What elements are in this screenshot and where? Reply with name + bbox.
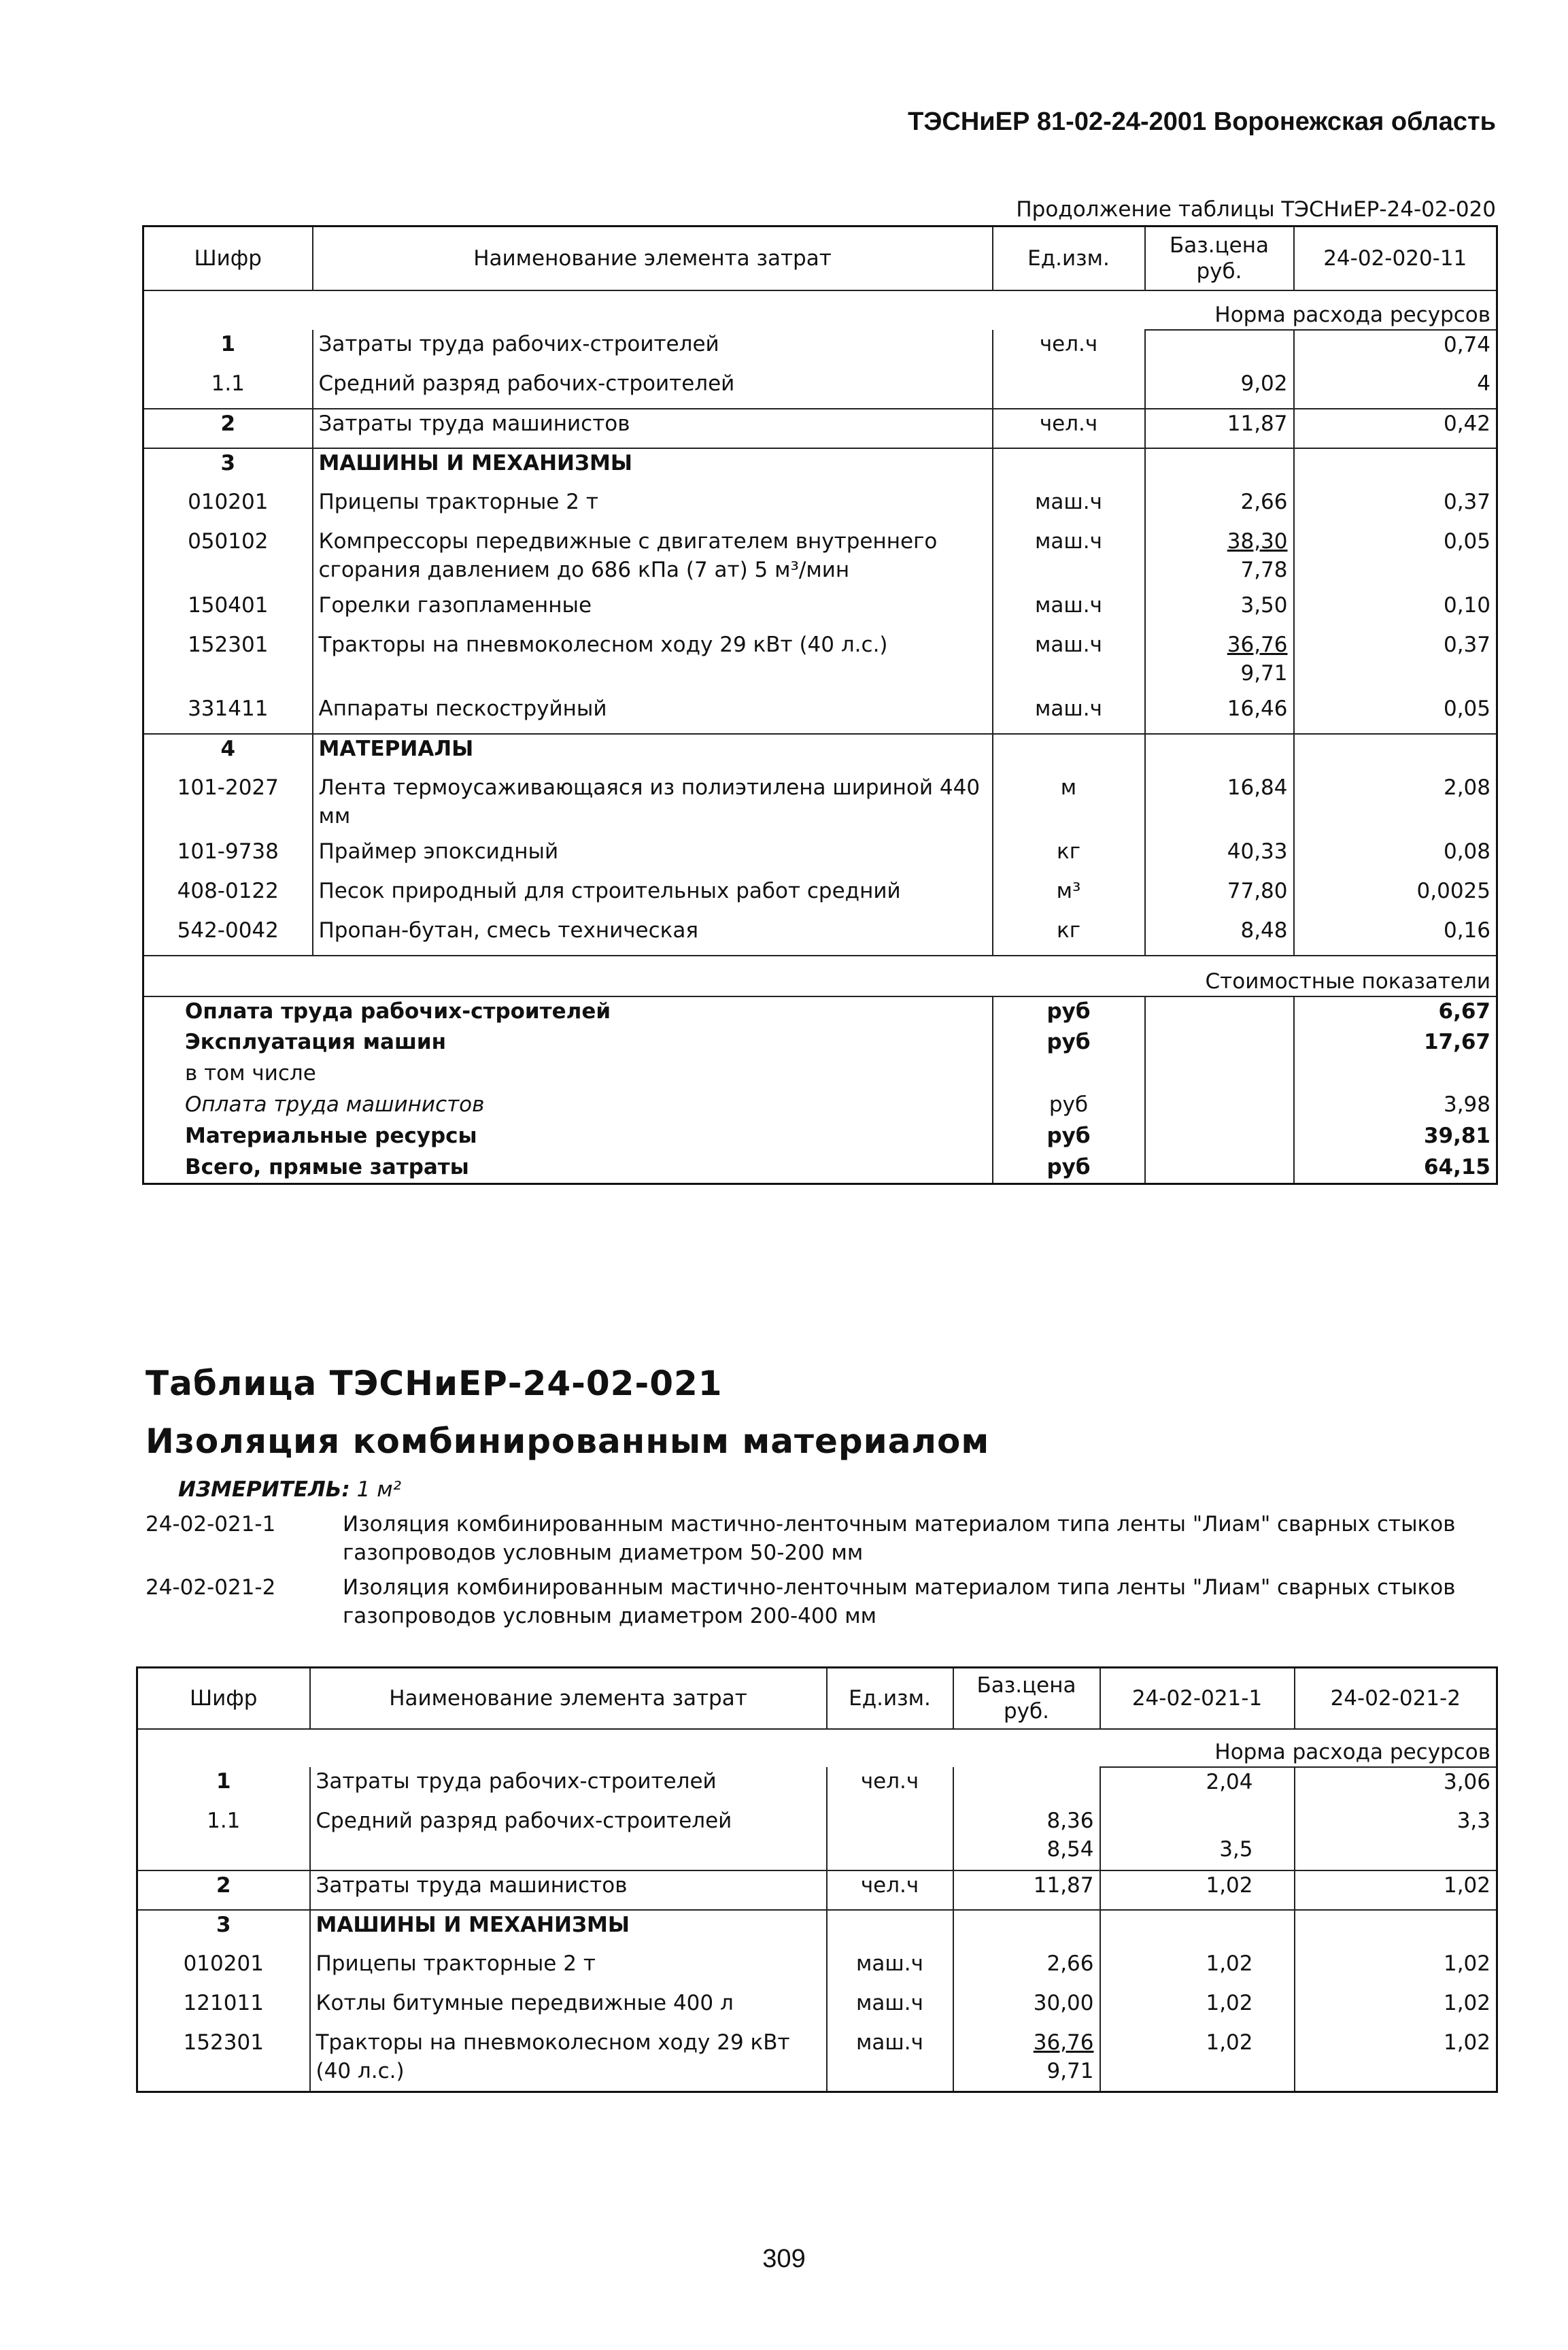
row-unit: маш.ч xyxy=(827,1949,953,1989)
row-unit: маш.ч xyxy=(993,527,1145,591)
row-value-1 xyxy=(1100,2028,1295,2092)
table2-body xyxy=(137,1767,1497,2092)
value-1b: 3,5 xyxy=(1219,1836,1253,1862)
row-name: Прицепы тракторные 2 т xyxy=(310,1949,827,1989)
row-code: 010201 xyxy=(143,488,313,527)
table-row xyxy=(137,1807,1497,1870)
price-value: 8,36 xyxy=(1046,1808,1094,1833)
row-price xyxy=(1145,409,1294,448)
cost-row xyxy=(143,996,1497,1028)
row-value-2: 1,02 xyxy=(1295,1989,1497,2028)
cost-empty xyxy=(1145,1090,1294,1122)
value-1: 1,02 xyxy=(1206,2030,1253,2055)
row-value xyxy=(1294,448,1497,488)
price-value: 9,02 xyxy=(1240,371,1288,396)
cost-value: 39,81 xyxy=(1294,1122,1497,1153)
value-1 xyxy=(1106,1807,1253,1835)
cost-name: Всего, прямые затраты xyxy=(143,1153,993,1184)
row-price xyxy=(1145,527,1294,591)
row-unit xyxy=(993,448,1145,488)
table-row xyxy=(143,409,1497,448)
cost-unit: руб xyxy=(993,1028,1145,1059)
table-subtitle: Изоляция комбинированным материалом xyxy=(146,1422,990,1461)
row-unit: чел.ч xyxy=(827,1870,953,1910)
value-1: 1,02 xyxy=(1206,1990,1253,2015)
row-unit: чел.ч xyxy=(993,409,1145,448)
row-value-1 xyxy=(1100,1807,1295,1870)
row-name: Прицепы тракторные 2 т xyxy=(313,488,993,527)
row-code: 1.1 xyxy=(143,369,313,409)
cost-value: 17,67 xyxy=(1294,1028,1497,1059)
row-name: Компрессоры передвижные с двигателем внутреннего сгорания давлением до 686 кПа (7 ат) 5 м³/мин xyxy=(313,527,993,591)
row-code: 050102 xyxy=(143,527,313,591)
cost-row xyxy=(143,1122,1497,1153)
norm-label: Норма расхода ресурсов xyxy=(1145,290,1497,330)
resource-table-1 xyxy=(142,225,1498,1185)
row-name: Затраты труда рабочих-строителей xyxy=(310,1767,827,1807)
row-name: МАТЕРИАЛЫ xyxy=(313,734,993,773)
row-unit: кг xyxy=(993,916,1145,956)
row-code: 101-9738 xyxy=(143,837,313,877)
row-price xyxy=(953,1910,1100,1949)
price-value: 40,33 xyxy=(1227,839,1288,864)
row-price xyxy=(1145,837,1294,877)
row-unit: маш.ч xyxy=(993,488,1145,527)
row-code: 101-2027 xyxy=(143,773,313,837)
measure-value: 1 м² xyxy=(356,1477,402,1502)
price-value: 36,76 xyxy=(1227,632,1288,657)
row-unit: кг xyxy=(993,837,1145,877)
table-row xyxy=(143,330,1497,369)
cost-name: в том числе xyxy=(143,1059,993,1090)
row-code: 152301 xyxy=(143,631,313,694)
row-unit xyxy=(827,1910,953,1949)
row-price xyxy=(1145,694,1294,734)
row-name: Средний разряд рабочих-строителей xyxy=(310,1807,827,1870)
row-code: 010201 xyxy=(137,1949,310,1989)
col-header-code: Шифр xyxy=(143,226,313,290)
row-code: 4 xyxy=(143,734,313,773)
row-code: 1 xyxy=(143,330,313,369)
cost-value: 6,67 xyxy=(1294,996,1497,1028)
table-row xyxy=(143,916,1497,956)
price-value-2: 9,71 xyxy=(1240,660,1288,686)
price-value: 2,66 xyxy=(1046,1951,1094,1976)
row-value-2: 1,02 xyxy=(1295,1949,1497,1989)
row-value-1 xyxy=(1100,1870,1295,1910)
row-code: 121011 xyxy=(137,1989,310,2028)
row-code: 542-0042 xyxy=(143,916,313,956)
col-header-unit: Ед.изм. xyxy=(993,226,1145,290)
cost-name: Эксплуатация машин xyxy=(143,1028,993,1059)
row-name: Аппараты пескоструйный xyxy=(313,694,993,734)
row-value: 0,74 xyxy=(1294,330,1497,369)
col-header-price: Баз.цена руб. xyxy=(1145,226,1294,290)
measure-label: ИЗМЕРИТЕЛЬ: xyxy=(178,1477,350,1502)
row-name: Затраты труда рабочих-строителей xyxy=(313,330,993,369)
cost-label: Стоимостные показатели xyxy=(1145,956,1497,996)
row-name: Тракторы на пневмоколесном ходу 29 кВт (40 л.с.) xyxy=(313,631,993,694)
row-value: 0,08 xyxy=(1294,837,1497,877)
value-1: 1,02 xyxy=(1206,1951,1253,1976)
row-unit: м xyxy=(993,773,1145,837)
price-value: 2,66 xyxy=(1240,489,1288,514)
row-price xyxy=(1145,916,1294,956)
row-value: 0,37 xyxy=(1294,631,1497,694)
row-unit: чел.ч xyxy=(827,1767,953,1807)
col-header-code-2: 24-02-021-2 xyxy=(1295,1668,1497,1729)
row-unit: маш.ч xyxy=(827,2028,953,2092)
row-unit: маш.ч xyxy=(993,591,1145,631)
row-price xyxy=(1145,591,1294,631)
cost-value: 64,15 xyxy=(1294,1153,1497,1184)
col-header-name: Наименование элемента затрат xyxy=(313,226,993,290)
row-name: Средний разряд рабочих-строителей xyxy=(313,369,993,409)
price-value-2: 8,54 xyxy=(1046,1836,1094,1862)
row-value-1 xyxy=(1100,1910,1295,1949)
cost-value: 3,98 xyxy=(1294,1090,1497,1122)
row-code: 3 xyxy=(143,448,313,488)
price-value: 77,80 xyxy=(1227,878,1288,903)
row-value-1 xyxy=(1100,1767,1295,1807)
row-value: 0,16 xyxy=(1294,916,1497,956)
row-name: Праймер эпоксидный xyxy=(313,837,993,877)
measure-item-text: Изоляция комбинированным мастично-ленточным материалом типа ленты "Лиам" сварных стыков газопроводов условным диаметром 200-400 мм xyxy=(343,1575,1456,1628)
row-price xyxy=(953,1989,1100,2028)
row-price xyxy=(1145,631,1294,694)
resource-table-2 xyxy=(136,1666,1498,2093)
col-header-code: Шифр xyxy=(137,1668,310,1729)
row-name: Затраты труда машинистов xyxy=(313,409,993,448)
table-row xyxy=(143,837,1497,877)
table-row xyxy=(143,448,1497,488)
price-value: 11,87 xyxy=(1227,411,1288,436)
row-unit xyxy=(993,369,1145,409)
row-price xyxy=(1145,369,1294,409)
row-value: 0,10 xyxy=(1294,591,1497,631)
row-price xyxy=(953,1949,1100,1989)
row-name: Пропан-бутан, смесь техническая xyxy=(313,916,993,956)
measure-item-text: Изоляция комбинированным мастично-ленточным материалом типа ленты "Лиам" сварных стыков газопроводов условным диаметром 50-200 мм xyxy=(343,1512,1456,1565)
table-row xyxy=(137,1767,1497,1807)
col-header-price: Баз.цена руб. xyxy=(953,1668,1100,1729)
continuation-caption: Продолжение таблицы ТЭСНиЕР-24-02-020 xyxy=(1016,197,1496,222)
price-value: 36,76 xyxy=(1033,2030,1094,2055)
value-1: 2,04 xyxy=(1206,1769,1253,1794)
table-row xyxy=(137,2028,1497,2092)
row-price xyxy=(1145,773,1294,837)
cost-empty xyxy=(1145,1059,1294,1090)
value-1: 1,02 xyxy=(1206,1873,1253,1898)
row-value-2: 1,02 xyxy=(1295,2028,1497,2092)
cost-row xyxy=(143,1090,1497,1122)
row-code: 3 xyxy=(137,1910,310,1949)
row-code: 152301 xyxy=(137,2028,310,2092)
price-value: 16,84 xyxy=(1227,775,1288,800)
cost-name: Оплата труда машинистов xyxy=(143,1090,993,1122)
row-code: 408-0122 xyxy=(143,877,313,916)
table-row xyxy=(137,1949,1497,1989)
row-name: МАШИНЫ И МЕХАНИЗМЫ xyxy=(310,1910,827,1949)
row-name: МАШИНЫ И МЕХАНИЗМЫ xyxy=(313,448,993,488)
table1-costs xyxy=(143,996,1497,1184)
col-header-unit: Ед.изм. xyxy=(827,1668,953,1729)
row-unit: маш.ч xyxy=(993,694,1145,734)
row-value-2: 3,3 xyxy=(1295,1807,1497,1870)
cost-name: Материальные ресурсы xyxy=(143,1122,993,1153)
row-value: 0,0025 xyxy=(1294,877,1497,916)
table-row xyxy=(143,877,1497,916)
table-row xyxy=(143,694,1497,734)
cost-unit: руб xyxy=(993,1153,1145,1184)
row-name: Затраты труда машинистов xyxy=(310,1870,827,1910)
price-value-2: 9,71 xyxy=(1046,2058,1094,2083)
row-price xyxy=(953,2028,1100,2092)
table-title: Таблица ТЭСНиЕР-24-02-021 xyxy=(146,1364,723,1403)
row-value: 4 xyxy=(1294,369,1497,409)
row-price xyxy=(1145,330,1294,369)
row-unit: м³ xyxy=(993,877,1145,916)
price-value: 38,30 xyxy=(1227,528,1288,554)
table-row xyxy=(143,631,1497,694)
table-row xyxy=(137,1910,1497,1949)
row-code: 331411 xyxy=(143,694,313,734)
col-header-name: Наименование элемента затрат xyxy=(310,1668,827,1729)
cost-row xyxy=(143,1059,1497,1090)
price-value: 11,87 xyxy=(1033,1873,1094,1898)
row-value: 0,05 xyxy=(1294,694,1497,734)
measure-item-code: 24-02-021-1 xyxy=(146,1512,276,1537)
row-name: Песок природный для строительных работ средний xyxy=(313,877,993,916)
col-header-code-1: 24-02-021-1 xyxy=(1100,1668,1295,1729)
value-1 xyxy=(1106,1911,1253,1939)
cost-unit: руб xyxy=(993,1122,1145,1153)
row-price xyxy=(1145,877,1294,916)
row-name: Тракторы на пневмоколесном ходу 29 кВт (40 л.с.) xyxy=(310,2028,827,2092)
row-value: 0,05 xyxy=(1294,527,1497,591)
row-value-1 xyxy=(1100,1949,1295,1989)
row-value: 0,37 xyxy=(1294,488,1497,527)
table-row xyxy=(143,773,1497,837)
table-row xyxy=(137,1989,1497,2028)
row-price xyxy=(1145,488,1294,527)
price-value-2: 7,78 xyxy=(1240,557,1288,582)
row-value xyxy=(1294,734,1497,773)
cost-empty xyxy=(1145,996,1294,1028)
row-name: Котлы битумные передвижные 400 л xyxy=(310,1989,827,2028)
table1-body xyxy=(143,330,1497,956)
price-value: 3,50 xyxy=(1240,592,1288,618)
row-value: 2,08 xyxy=(1294,773,1497,837)
row-name: Лента термоусаживающаяся из полиэтилена шириной 440 мм xyxy=(313,773,993,837)
price-value: 16,46 xyxy=(1227,696,1288,721)
row-code: 2 xyxy=(143,409,313,448)
cost-row xyxy=(143,1028,1497,1059)
table-row xyxy=(143,591,1497,631)
row-unit: маш.ч xyxy=(993,631,1145,694)
row-price xyxy=(953,1870,1100,1910)
measure-item-code: 24-02-021-2 xyxy=(146,1575,276,1600)
row-code: 2 xyxy=(137,1870,310,1910)
row-unit: чел.ч xyxy=(993,330,1145,369)
cost-unit: руб xyxy=(993,1090,1145,1122)
cost-row xyxy=(143,1153,1497,1184)
row-code: 150401 xyxy=(143,591,313,631)
page-number: 309 xyxy=(762,2245,806,2273)
table-row xyxy=(143,734,1497,773)
row-unit: маш.ч xyxy=(827,1989,953,2028)
page-header: ТЭСНиЕР 81-02-24-2001 Воронежская область xyxy=(908,107,1496,136)
cost-unit: руб xyxy=(993,996,1145,1028)
row-value-2: 3,06 xyxy=(1295,1767,1497,1807)
table-row xyxy=(143,527,1497,591)
norm-label: Норма расхода ресурсов xyxy=(1100,1729,1497,1767)
row-price xyxy=(1145,734,1294,773)
row-value-2 xyxy=(1295,1910,1497,1949)
row-price xyxy=(1145,448,1294,488)
row-price xyxy=(953,1767,1100,1807)
cost-unit xyxy=(993,1059,1145,1090)
row-price xyxy=(953,1807,1100,1870)
row-unit xyxy=(993,734,1145,773)
row-code: 1.1 xyxy=(137,1807,310,1870)
table-row xyxy=(143,369,1497,409)
table-row xyxy=(137,1870,1497,1910)
price-value: 30,00 xyxy=(1033,1990,1094,2015)
row-unit xyxy=(827,1807,953,1870)
col-header-code-11: 24-02-020-11 xyxy=(1294,226,1497,290)
row-name: Горелки газопламенные xyxy=(313,591,993,631)
cost-empty xyxy=(1145,1153,1294,1184)
cost-name: Оплата труда рабочих-строителей xyxy=(143,996,993,1028)
table-row xyxy=(143,488,1497,527)
cost-value xyxy=(1294,1059,1497,1090)
cost-empty xyxy=(1145,1122,1294,1153)
row-value-1 xyxy=(1100,1989,1295,2028)
row-value-2: 1,02 xyxy=(1295,1870,1497,1910)
row-value: 0,42 xyxy=(1294,409,1497,448)
cost-empty xyxy=(1145,1028,1294,1059)
measure xyxy=(178,1477,401,1502)
row-code: 1 xyxy=(137,1767,310,1807)
price-value: 8,48 xyxy=(1240,918,1288,943)
